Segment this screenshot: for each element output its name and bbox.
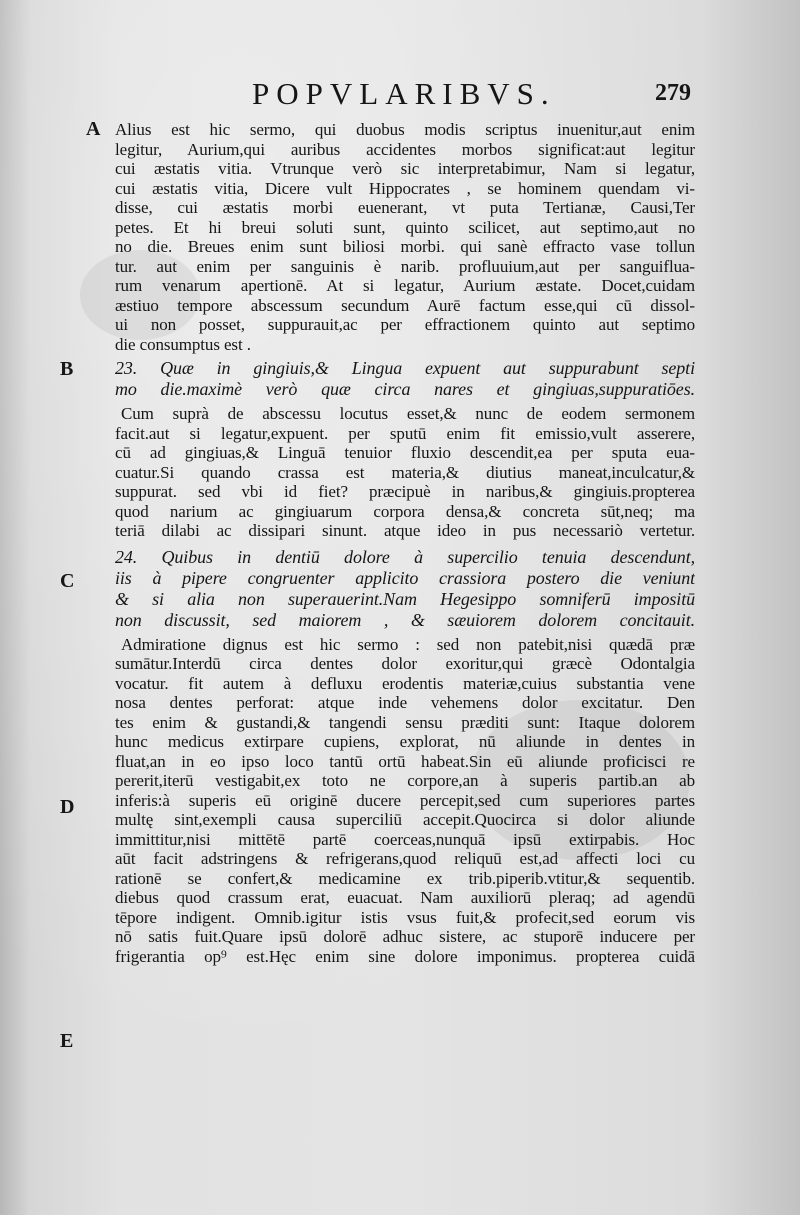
text-line: no die. Breues enim sunt biliosi morbi. qui sanè effracto vase tollun xyxy=(115,237,695,256)
text-line: fluat,an in eo ipso loco tantū ortū habeat.Sin eū aliunde proficisci re xyxy=(115,751,695,771)
text-line: aūt facit adstringens & refrigerans,quod reliquū est,ad affecti loci cu xyxy=(115,849,695,868)
text-line: immittitur,nisi mittētē partē coerceas,nunquā ipsū extirpabis. Hoc xyxy=(115,829,695,849)
margin-letter-a: A xyxy=(86,118,101,140)
margin-letter-e: E xyxy=(60,1030,74,1052)
text-line: vocatur. fit autem à defluxu erodentis materiæ,cuius substantia vene xyxy=(115,673,695,693)
text-line: Alius est hic sermo, qui duobus modis scriptus inuenitur,aut enim xyxy=(115,120,695,139)
aphorism-line: mo die.maximè verò quæ circa nares et gingiuas,suppuratiōes. xyxy=(115,379,695,399)
text-line: nosa dentes perforat: atque inde vehemens dolor excitatur. Den xyxy=(115,693,695,712)
text-line: æstiuo tempore abscessum secundum Aurē factum esse,qui cū dissol- xyxy=(115,295,695,315)
commentary-paragraph-23 xyxy=(115,404,695,541)
text-line: legitur, Aurium,qui auribus accidentes morbos significat:aut legitur xyxy=(115,139,695,159)
running-head: POPVLARIBVS. xyxy=(252,76,556,111)
text-line: sumātur.Interdū circa dentes dolor exoritur,qui græcè Odontalgia xyxy=(115,654,695,673)
aphorism-line: & si alia non superauerint.Nam Hegesippo somniferū impositū xyxy=(115,588,695,609)
text-line: tur. aut enim per sanguinis è narib. profluuium,aut per sanguiflua- xyxy=(115,256,695,276)
text-line: suppurat. sed vbi id fiet? præcipuè in naribus,& gingiuis.propterea xyxy=(115,482,695,501)
commentary-paragraph-24 xyxy=(115,635,695,967)
aphorism-24 xyxy=(115,547,695,631)
text-line: cuatur.Si quando crassa est materia,& diutius maneat,inculcatur,& xyxy=(115,462,695,482)
text-line: rationē se confert,& medicamine ex trib.piperib.vtitur,& sequentib. xyxy=(115,868,695,888)
text-line: cū ad gingiuas,& Linguā tenuior fluxio descendit,ea per sputa eua- xyxy=(115,443,695,462)
aphorism-line: 23. Quæ in gingiuis,& Lingua expuent aut suppurabunt septi xyxy=(115,358,695,378)
aphorism-23 xyxy=(115,358,695,400)
text-line: diebus quod crassum erat, euacuat. Nam auxiliorū pleraq; ad agendū xyxy=(115,888,695,907)
text-line: Admiratione dignus est hic sermo : sed non patebit,nisi quædā præ xyxy=(121,634,695,654)
text-line: ui non posset, suppurauit,ac per effractionem quinto aut septimo xyxy=(115,315,695,334)
margin-letter-c: C xyxy=(60,570,75,592)
text-line: Cum suprà de abscessu locutus esset,& nunc de eodem sermonem xyxy=(121,404,695,423)
margin-letter-b: B xyxy=(60,358,74,380)
body-text xyxy=(115,120,695,966)
commentary-paragraph-a xyxy=(115,120,695,354)
text-line: teriā dilabi ac dissipari sinunt. atque ideo in pus necessariò vertetur. xyxy=(115,521,695,540)
text-line: frigerantia op⁹ est.Hęc enim sine dolore imponimus. propterea cuidā xyxy=(115,946,695,966)
text-line: hunc medicus extirpare cupiens, explorat, nū aliunde in dentes in xyxy=(115,732,695,751)
text-line: cui æstatis vitia, Dicere vult Hippocrates , se hominem quendam vi- xyxy=(115,178,695,198)
text-line: inferis:à superis eū originē ducere percepit,sed cum superiores partes xyxy=(115,790,695,810)
text-line: petes. Et hi breui soluti sunt, quinto scilicet, aut septimo,aut no xyxy=(115,217,695,237)
text-line: tes enim & gustandi,& tangendi sensu præditi sunt: Itaque dolorem xyxy=(115,712,695,732)
margin-letter-d: D xyxy=(60,796,75,818)
page-number: 279 xyxy=(655,80,691,106)
aphorism-line: non discussit, sed maiorem , & sæuiorem dolorem concitauit. xyxy=(115,609,695,630)
aphorism-line: 24. Quibus in dentiū dolore à supercilio tenuia descendunt, xyxy=(115,546,695,567)
text-line: rum venarum apertionē. At si legatur, Aurium æstate. Docet,cuidam xyxy=(115,276,695,295)
text-line: facit.aut si legatur,expuent. per sputū enim fit emissio,vult asserere, xyxy=(115,423,695,443)
text-line: multę sint,exempli causa superciliū accepit.Quocirca si dolor aliunde xyxy=(115,810,695,829)
text-line: disse, cui æstatis morbi euenerant, vt puta Tertianæ, Causi,Ter xyxy=(115,198,695,217)
text-line: pererit,iterū vestigabit,ex toto ne corpore,an à superis partib.an ab xyxy=(115,771,695,790)
text-line: tēpore indigent. Omnib.igitur istis vsus fuit,& profecit,sed eorum vis xyxy=(115,907,695,927)
text-line: quod narium ac gingiuarum corpora densa,& concreta sūt,neq; ma xyxy=(115,501,695,521)
text-line: die consumptus est . xyxy=(115,334,251,354)
aphorism-line: iis à pipere congruenter applicito crassiora postero die veniunt xyxy=(115,567,695,588)
text-line: nō satis fuit.Quare ipsū dolorē adhuc sistere, ac stuporē inducere per xyxy=(115,927,695,946)
text-line: cui æstatis vitia. Vtrunque verò sic interpretabimur, Nam si legatur, xyxy=(115,159,695,178)
page-header xyxy=(0,76,800,116)
